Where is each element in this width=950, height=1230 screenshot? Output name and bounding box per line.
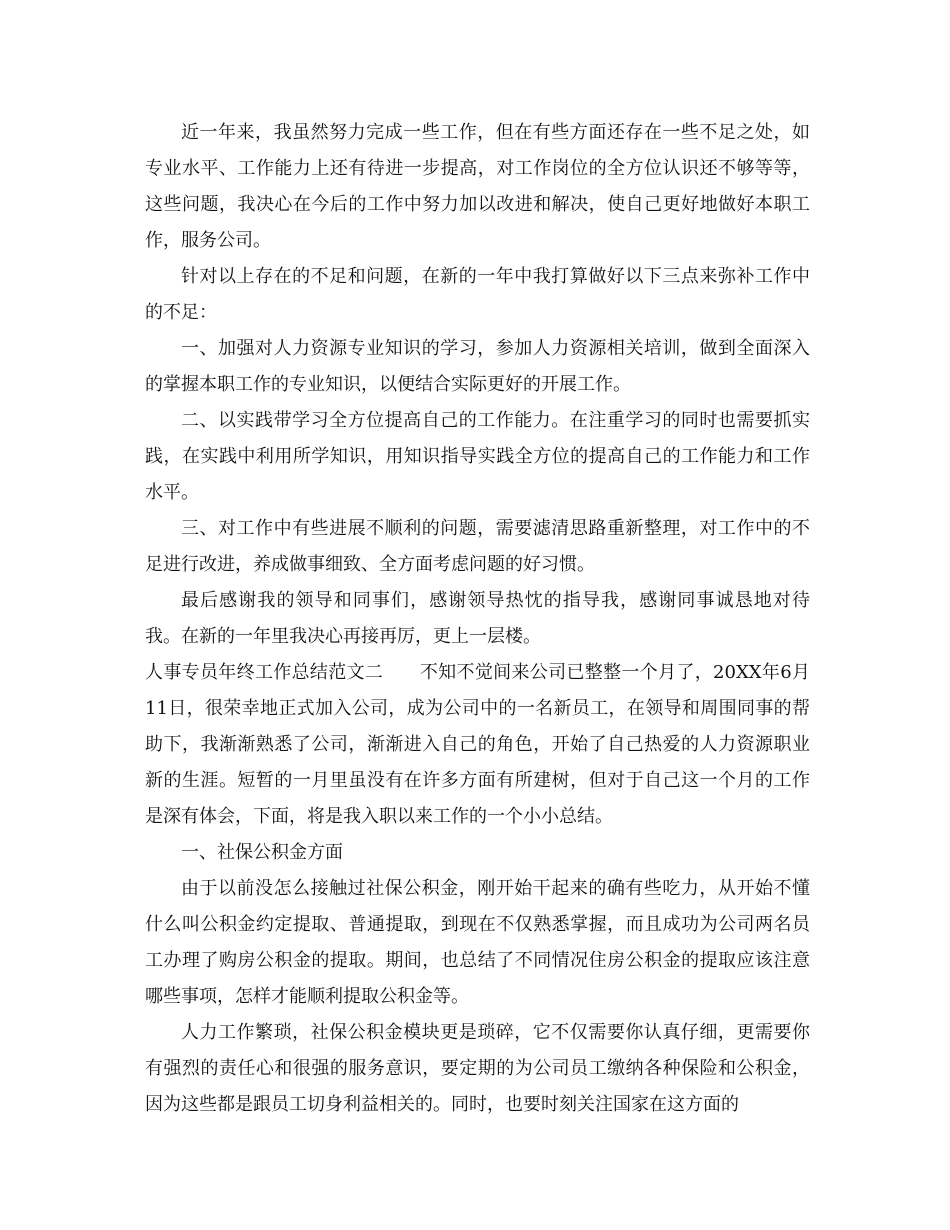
paragraph-thanks: 最后感谢我的领导和同事们，感谢领导热忱的指导我，感谢同事诚恳地对待我。在新的一年里我决心再接再厉，更上一层楼。 bbox=[145, 590, 810, 647]
paragraph-hr-work: 人力工作繁琐，社保公积金模块更是琐碎，它不仅需要你认真仔细，更需要你有强烈的责任心和很强的服务意识，要定期的为公司员工缴纳各种保险和公积金，因为这些都是跟员工切身利益相关的。同时，也要时刻关注国家在这方面的 bbox=[145, 1022, 810, 1115]
paragraph-plan-one: 一、加强对人力资源专业知识的学习，参加人力资源相关培训，做到全面深入的掌握本职工作的专业知识，以便结合实际更好的开展工作。 bbox=[145, 338, 810, 395]
paragraph-sample-two: 人事专员年终工作总结范文二 不知不觉间来公司已整整一个月了，20XX年6月11日，很荣幸地正式加入公司，成为公司中的一名新员工，在领导和周围同事的帮助下，我渐渐熟悉了公司，渐渐进入自己的角色，开始了自己热爱的人力资源职业新的生涯。短暂的一月里虽没有在许多方面有所建树，但对于自己这一个月的工作是深有体会，下面，将是我入职以来工作的一个小小总结。 bbox=[145, 662, 810, 827]
paragraph-plan-three: 三、对工作中有些进展不顺利的问题，需要滤清思路重新整理，对工作中的不足进行改进，养成做事细致、全方面考虑问题的好习惯。 bbox=[145, 518, 810, 575]
paragraph-plan-intro: 针对以上存在的不足和问题，在新的一年中我打算做好以下三点来弥补工作中的不足： bbox=[145, 266, 810, 323]
paragraph-plan-two: 二、以实践带学习全方位提高自己的工作能力。在注重学习的同时也需要抓实践，在实践中利用所学知识，用知识指导实践全方位的提高自己的工作能力和工作水平。 bbox=[145, 410, 810, 503]
document-page bbox=[145, 115, 810, 1123]
paragraph-shortcomings: 近一年来，我虽然努力完成一些工作，但在有些方面还存在一些不足之处，如专业水平、工作能力上还有待进一步提高，对工作岗位的全方位认识还不够等等，这些问题，我决心在今后的工作中努力加以改进和解决，使自己更好地做好本职工作，服务公司。 bbox=[145, 122, 810, 251]
section-heading-social-security: 一、社保公积金方面 bbox=[181, 842, 343, 863]
paragraph-housing-fund: 由于以前没怎么接触过社保公积金，刚开始干起来的确有些吃力，从开始不懂什么叫公积金约定提取、普通提取，到现在不仅熟悉掌握，而且成功为公司两名员工办理了购房公积金的提取。期间，也总结了不同情况住房公积金的提取应该注意哪些事项，怎样才能顺利提取公积金等。 bbox=[145, 878, 810, 1007]
